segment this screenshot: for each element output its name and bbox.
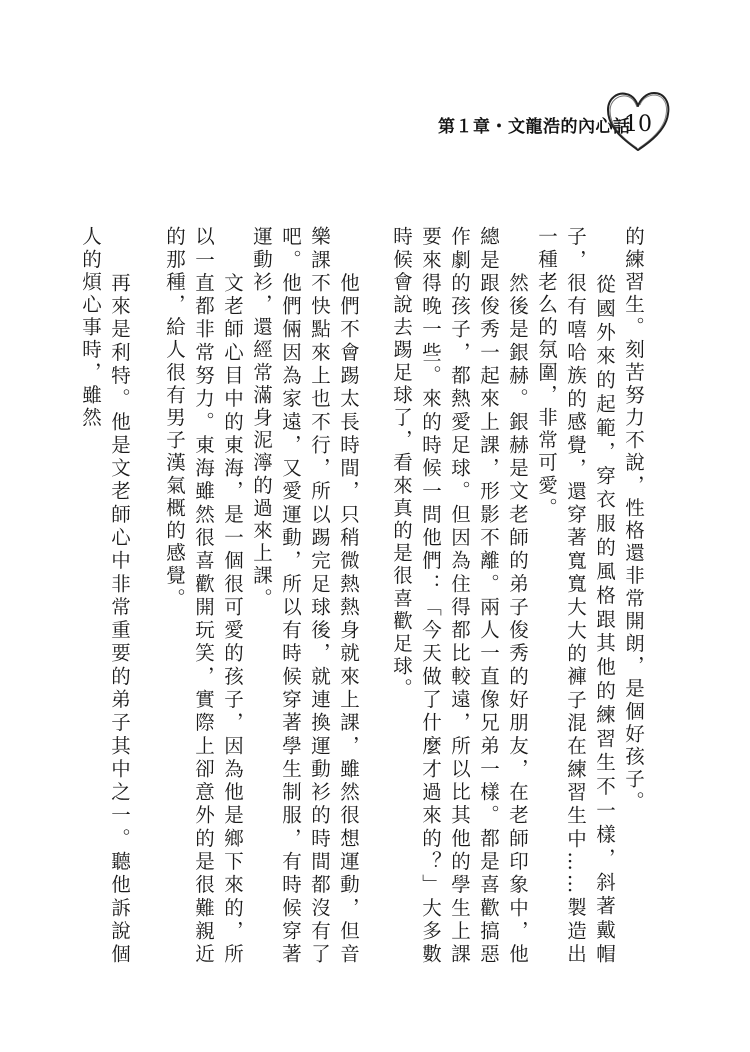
body-text xyxy=(79,226,648,966)
paragraph: 再來是利特。他是文老師心中非常重要的弟子其中之一。聽他訴說個人的煩心事時，雖然 xyxy=(79,226,131,966)
paragraph: 他們不會踢太長時間，只稍微熱熱身就來上課，雖然很想運動，但音樂課不快點來上也不行，所以踢完足球後，就連換運動衫的時間都沒有了吧。他們倆因為家遠，又愛運動，所以有時候穿著學生制服，有時候穿著運動衫，還經常滿身泥濘的過來上課。 xyxy=(250,226,360,966)
page-number: 10 xyxy=(624,112,652,137)
paragraph: 然後是銀赫。銀赫是文老師的弟子俊秀的好朋友，在老師印象中，他總是跟俊秀一起來上課，形影不離。兩人一直像兄弟一樣。都是喜歡搞惡作劇的孩子，都熱愛足球。但因為住得都比較遠，所以比其他的學生上課要來得晚一些。來的時候一問他們：「今天做了什麼才過來的？」大多數時候會說去踢足球了，看來真的是很喜歡足球。 xyxy=(390,226,529,966)
paragraph: 文老師心目中的東海，是一個很可愛的孩子，因為他是鄉下來的，所以一直都非常努力。東海雖然很喜歡開玩笑，實際上卻意外的是很難親近的那種，給人很有男子漢氣概的感覺。 xyxy=(163,226,244,966)
paragraph: 從國外來的起範，穿衣服的風格跟其他的練習生不一樣，斜著戴帽子，很有嘻哈族的感覺，還穿著寬寬大大的褲子混在練習生中……製造出一種老么的氛圍，非常可愛。 xyxy=(535,226,616,966)
chapter-header: 第１章・文龍浩的內心話 xyxy=(438,117,631,137)
paragraph: 的練習生。刻苦努力不說，性格還非常開朗，是個好孩子。 xyxy=(622,226,645,814)
